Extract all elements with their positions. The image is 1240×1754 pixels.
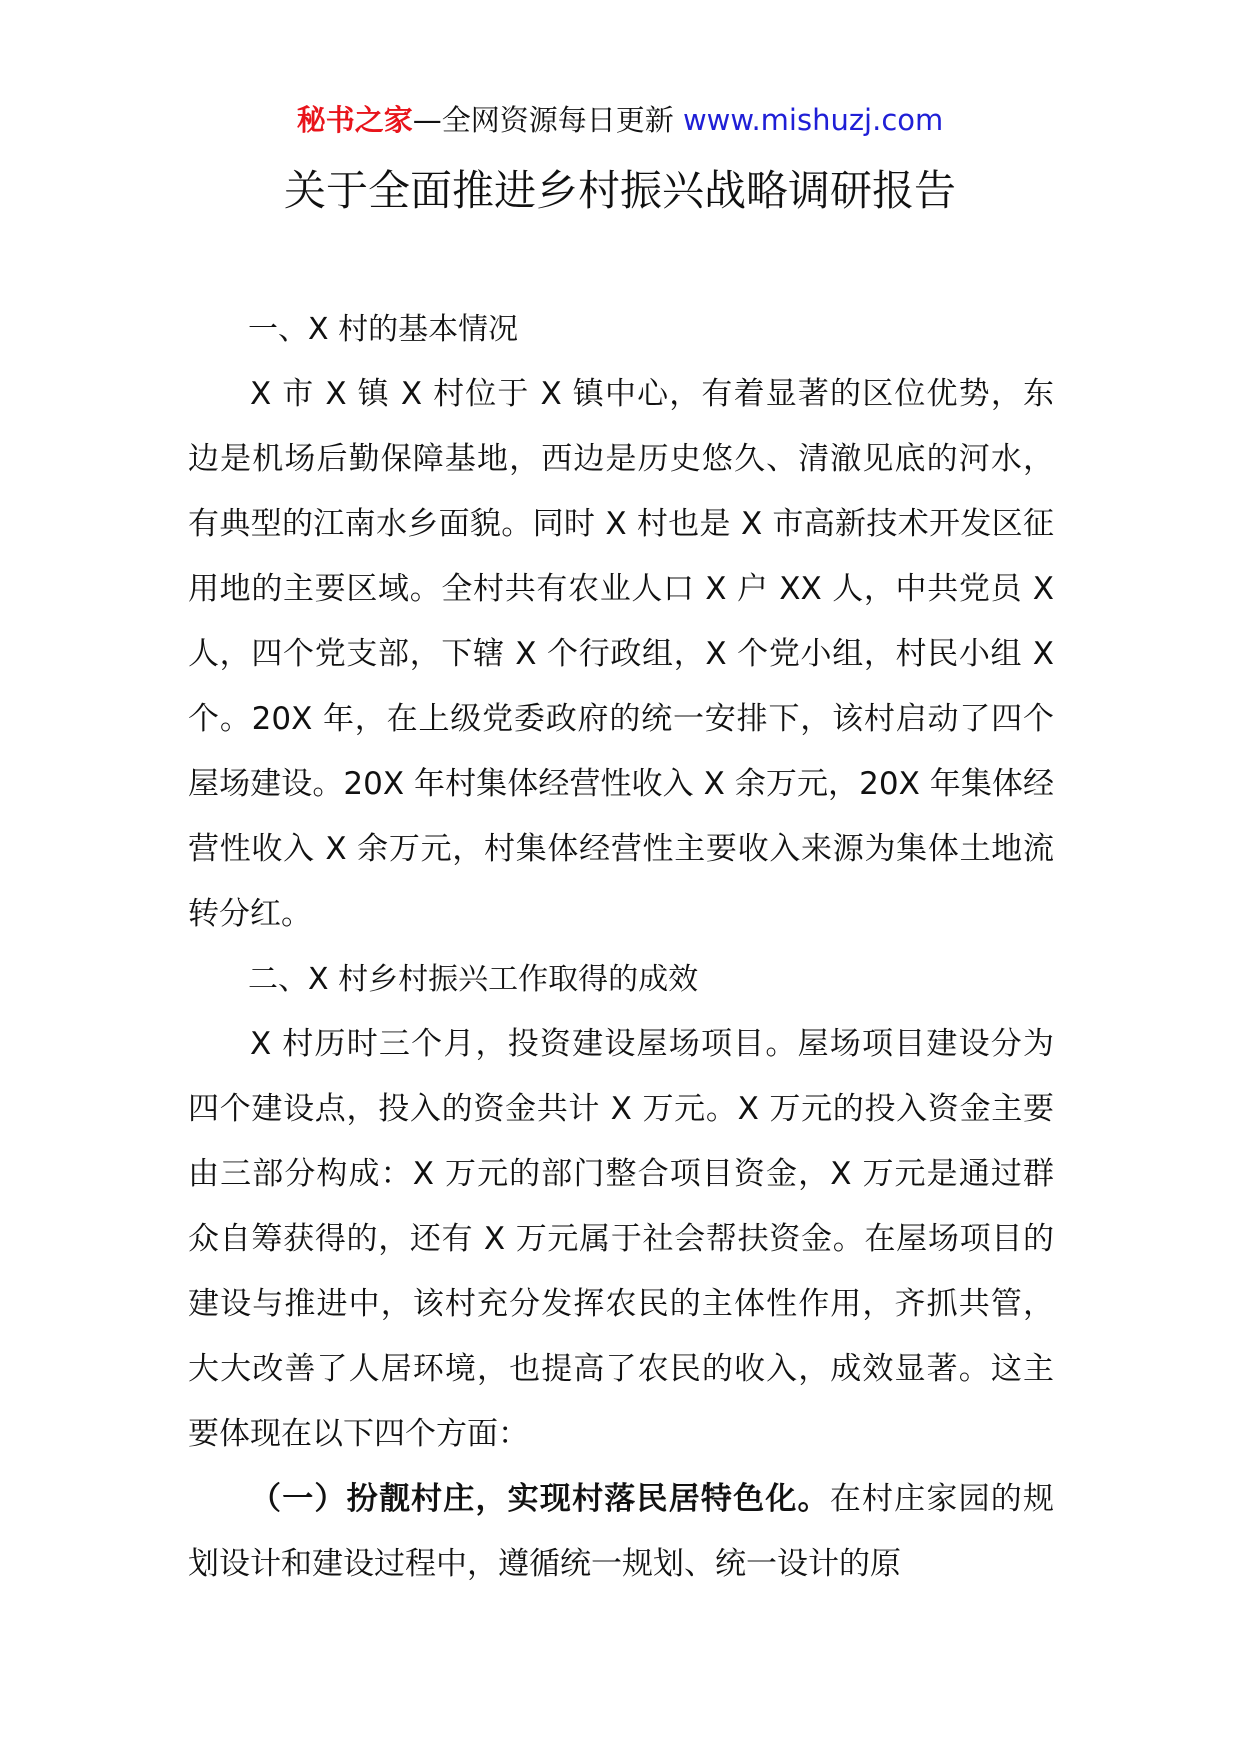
document-title: 关于全面推进乡村振兴战略调研报告: [283, 166, 956, 215]
section-heading-basic-info: 一、X 村的基本情况: [248, 312, 519, 347]
site-url-link[interactable]: www.mishuzj.com: [682, 103, 944, 137]
sub-text-beautify-village: 在村庄家园的规划设计和建设过程中，遵循统一规划、统一设计的原: [188, 1481, 1054, 1582]
header-tagline: —全网资源每日更新: [412, 103, 683, 137]
paragraph-basic-info: X 市 X 镇 X 村位于 X 镇中心，有着显著的区位优势，东边是机场后勤保障基地，西边是历史悠久、清澈见底的河水，有典型的江南水乡面貌。同时 X 村也是 X 市高新技术开发区征用地的主要区域。全村共有农业人口 X 户 XX 人，中共党员 X 人，四个党支部，下辖 X 个行政组，X 个党小组，村民小组 X 个。20X 年，在上级党委政府的统一安排下，该村启动了四个屋场建设。20X 年村集体经营性收入 X 余万元，20X 年集体经营性收入 X 余万元，村集体经营性主要收入来源为集体土地流转分红。: [188, 376, 1054, 932]
paragraph-achievements: X 村历时三个月，投资建设屋场项目。屋场项目建设分为四个建设点，投入的资金共计 X 万元。X 万元的投入资金主要由三部分构成：X 万元的部门整合项目资金，X 万元是通过群众自筹获得的，还有 X 万元属于社会帮扶资金。在屋场项目的建设与推进中，该村充分发挥农民的主体性作用，齐抓共管，大大改善了人居环境，也提高了农民的收入，成效显著。这主要体现在以下四个方面：: [188, 1026, 1054, 1452]
site-header: [0, 100, 1240, 140]
brand-name: 秘书之家: [296, 103, 413, 137]
sub-heading-beautify-village: （一）扮靓村庄，实现村落民居特色化。: [250, 1481, 830, 1517]
document-body: [188, 297, 1054, 1597]
section-heading-achievements: 二、X 村乡村振兴工作取得的成效: [248, 962, 699, 997]
paragraph-beautify-village: [188, 1467, 1054, 1597]
